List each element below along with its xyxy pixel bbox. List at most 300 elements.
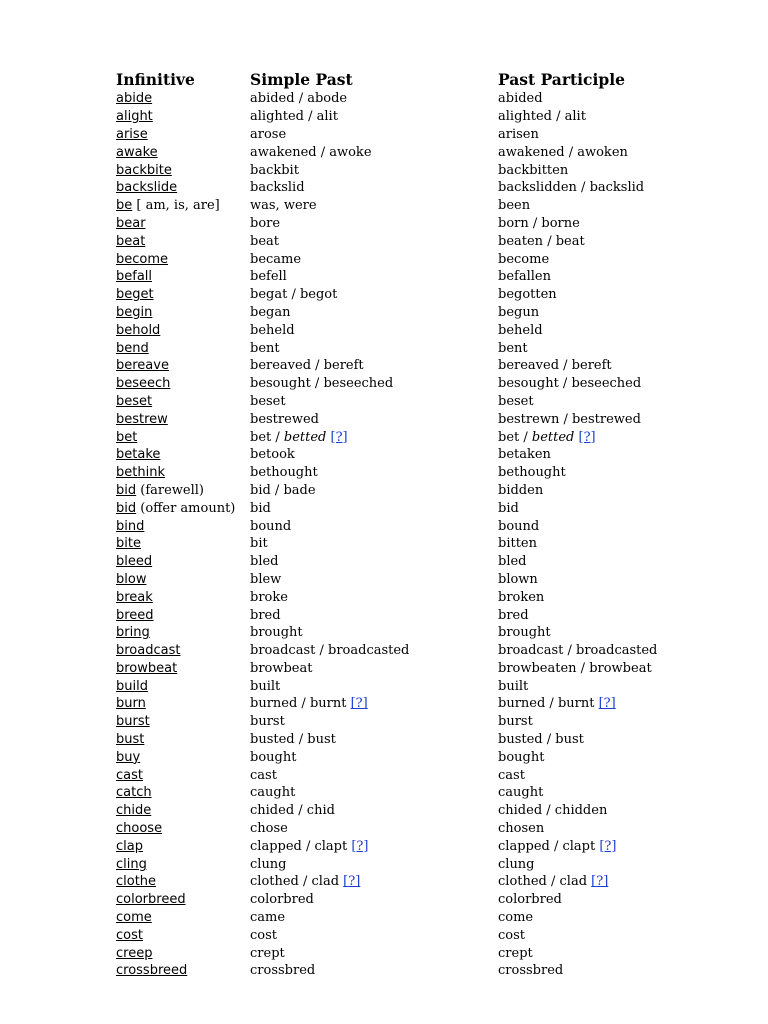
simple-past-cell-text: crept xyxy=(250,945,285,961)
simple-past-cell xyxy=(250,750,498,765)
infinitive-cell xyxy=(116,554,250,569)
past-participle-cell-text: broadcast / broadcasted xyxy=(498,643,658,659)
past-participle-cell-text: bereaved / bereft xyxy=(498,358,612,374)
past-participle-cell xyxy=(498,554,698,569)
table-row xyxy=(116,197,716,215)
past-participle-cell-text: abided xyxy=(498,91,543,107)
past-participle-cell-text: busted / bust xyxy=(498,732,584,748)
past-participle-cell xyxy=(498,803,698,818)
infinitive-cell xyxy=(116,732,250,747)
simple-past-cell xyxy=(250,661,498,676)
simple-past-cell-text: caught xyxy=(250,785,296,801)
simple-past-cell xyxy=(250,785,498,800)
table-row xyxy=(116,428,716,446)
simple-past-cell-text: bid / bade xyxy=(250,482,316,498)
simple-past-cell-text: bit xyxy=(250,536,268,552)
reference-link[interactable]: [?] xyxy=(351,838,369,854)
past-participle-cell xyxy=(498,430,698,445)
verb-link[interactable]: be xyxy=(116,198,133,214)
verb-link[interactable]: burn xyxy=(116,696,146,712)
past-participle-cell-text: arisen xyxy=(498,126,539,142)
simple-past-cell xyxy=(250,946,498,961)
simple-past-cell-text: began xyxy=(250,304,291,320)
past-participle-cell xyxy=(498,323,698,338)
simple-past-cell-text: begat / begot xyxy=(250,287,338,303)
past-participle-cell-text: bought xyxy=(498,749,545,765)
simple-past-cell xyxy=(250,857,498,872)
table-row xyxy=(116,393,716,411)
infinitive-cell xyxy=(116,803,250,818)
infinitive-cell xyxy=(116,252,250,267)
infinitive-cell xyxy=(116,519,250,534)
past-participle-cell-text: burned / burnt xyxy=(498,696,599,712)
infinitive-cell xyxy=(116,839,250,854)
past-participle-cell xyxy=(498,536,698,551)
simple-past-cell xyxy=(250,145,498,160)
table-row xyxy=(116,642,716,660)
table-row xyxy=(116,535,716,553)
simple-past-cell-text: clothed / clad xyxy=(250,874,344,890)
verb-link[interactable]: bethink xyxy=(116,465,165,481)
reference-link[interactable]: [?] xyxy=(343,874,361,890)
simple-past-cell-text: broadcast / broadcasted xyxy=(250,643,410,659)
verb-link[interactable]: burst xyxy=(116,714,150,730)
infinitive-cell xyxy=(116,714,250,729)
table-row xyxy=(116,624,716,642)
simple-past-cell-text: beset xyxy=(250,393,286,409)
simple-past-cell-text: came xyxy=(250,910,286,926)
table-row xyxy=(116,713,716,731)
verb-link[interactable]: bend xyxy=(116,340,149,356)
past-participle-cell-text: bred xyxy=(498,607,529,623)
infinitive-cell xyxy=(116,768,250,783)
past-participle-cell xyxy=(498,785,698,800)
simple-past-cell xyxy=(250,287,498,302)
table-row xyxy=(116,660,716,678)
verb-link[interactable]: beset xyxy=(116,393,153,409)
simple-past-cell xyxy=(250,234,498,249)
infinitive-cell xyxy=(116,625,250,640)
verb-link[interactable]: beseech xyxy=(116,376,171,392)
past-participle-cell xyxy=(498,412,698,427)
simple-past-cell xyxy=(250,465,498,480)
simple-past-cell-text: broke xyxy=(250,589,288,605)
infinitive-cell xyxy=(116,892,250,907)
simple-past-cell-text: chose xyxy=(250,821,288,837)
simple-past-cell xyxy=(250,430,498,445)
simple-past-cell-text: clung xyxy=(250,856,287,872)
infinitive-cell xyxy=(116,216,250,231)
simple-past-cell-text: crossbred xyxy=(250,963,316,979)
simple-past-cell-text: beheld xyxy=(250,322,295,338)
infinitive-cell xyxy=(116,376,250,391)
past-participle-cell xyxy=(498,91,698,106)
past-participle-cell xyxy=(498,750,698,765)
table-row xyxy=(116,802,716,820)
simple-past-cell-text: bent xyxy=(250,340,280,356)
verb-link[interactable]: bereave xyxy=(116,358,169,374)
simple-past-cell-text: bethought xyxy=(250,465,318,481)
simple-past-cell xyxy=(250,180,498,195)
past-participle-cell xyxy=(498,180,698,195)
past-participle-cell-text: bitten xyxy=(498,536,537,552)
past-participle-cell xyxy=(498,892,698,907)
table-row xyxy=(116,339,716,357)
verb-link[interactable]: beget xyxy=(116,287,154,303)
simple-past-cell xyxy=(250,554,498,569)
past-participle-cell-text: burst xyxy=(498,714,533,730)
simple-past-cell-text: built xyxy=(250,678,281,694)
past-participle-cell xyxy=(498,447,698,462)
past-participle-cell xyxy=(498,269,698,284)
table-row xyxy=(116,606,716,624)
simple-past-cell xyxy=(250,198,498,213)
past-participle-cell xyxy=(498,821,698,836)
simple-past-cell xyxy=(250,572,498,587)
past-participle-cell xyxy=(498,963,698,978)
simple-past-cell-text: bid xyxy=(250,500,271,516)
infinitive-cell xyxy=(116,821,250,836)
simple-past-cell-text: busted / bust xyxy=(250,732,336,748)
simple-past-cell-text: backbit xyxy=(250,162,299,178)
past-participle-cell-text: alighted / alit xyxy=(498,109,586,125)
past-participle-cell-alt: betted xyxy=(531,429,575,445)
past-participle-cell-text: bound xyxy=(498,518,540,534)
reference-link[interactable]: [?] xyxy=(599,838,617,854)
table-row xyxy=(116,268,716,286)
simple-past-cell xyxy=(250,696,498,711)
past-participle-cell xyxy=(498,874,698,889)
simple-past-cell-text: bled xyxy=(250,554,279,570)
past-participle-cell-text: broken xyxy=(498,589,545,605)
verb-link[interactable]: behold xyxy=(116,322,161,338)
infinitive-cell xyxy=(116,430,250,445)
verb-link[interactable]: cling xyxy=(116,856,147,872)
table-row xyxy=(116,143,716,161)
table-row xyxy=(116,784,716,802)
verb-link[interactable]: browbeat xyxy=(116,660,178,676)
infinitive-cell xyxy=(116,412,250,427)
past-participle-cell-text: clapped / clapt xyxy=(498,838,600,854)
table-row xyxy=(116,517,716,535)
verb-link[interactable]: catch xyxy=(116,785,152,801)
verb-link[interactable]: bid xyxy=(116,482,137,498)
infinitive-cell xyxy=(116,608,250,623)
simple-past-cell-text: bred xyxy=(250,607,281,623)
infinitive-cell xyxy=(116,269,250,284)
verb-link[interactable]: cast xyxy=(116,767,143,783)
past-participle-cell-text: become xyxy=(498,251,550,267)
table-row xyxy=(116,90,716,108)
infinitive-cell xyxy=(116,109,250,124)
table-row xyxy=(116,891,716,909)
verb-link[interactable]: bestrew xyxy=(116,411,168,427)
simple-past-cell xyxy=(250,216,498,231)
infinitive-cell xyxy=(116,91,250,106)
past-participle-cell-text: befallen xyxy=(498,269,551,285)
verb-rows xyxy=(116,90,716,980)
table-row xyxy=(116,909,716,927)
simple-past-cell xyxy=(250,821,498,836)
table-row xyxy=(116,215,716,233)
past-participle-cell-text: clothed / clad xyxy=(498,874,592,890)
infinitive-cell xyxy=(116,857,250,872)
past-participle-cell-text: beaten / beat xyxy=(498,233,585,249)
verb-link[interactable]: abide xyxy=(116,91,153,107)
past-participle-cell xyxy=(498,661,698,676)
simple-past-cell xyxy=(250,625,498,640)
verb-link[interactable]: buy xyxy=(116,749,141,765)
simple-past-cell xyxy=(250,341,498,356)
simple-past-cell xyxy=(250,252,498,267)
verb-link[interactable]: creep xyxy=(116,945,153,961)
verb-link[interactable]: breed xyxy=(116,607,154,623)
past-participle-cell-text: brought xyxy=(498,625,551,641)
past-participle-cell-text: beset xyxy=(498,393,534,409)
reference-link[interactable]: [?] xyxy=(578,429,596,445)
reference-link[interactable]: [?] xyxy=(350,696,368,712)
past-participle-cell-text: awakened / awoken xyxy=(498,144,628,160)
simple-past-cell xyxy=(250,679,498,694)
infinitive-cell xyxy=(116,287,250,302)
verb-link[interactable]: broadcast xyxy=(116,643,181,659)
past-participle-cell-text: come xyxy=(498,910,534,926)
infinitive-cell xyxy=(116,127,250,142)
verb-link[interactable]: crossbreed xyxy=(116,963,188,979)
simple-past-cell-text: brought xyxy=(250,625,303,641)
verb-link[interactable]: backslide xyxy=(116,180,178,196)
infinitive-cell xyxy=(116,234,250,249)
simple-past-cell-text: bought xyxy=(250,749,297,765)
simple-past-cell-text: bet / xyxy=(250,429,284,445)
simple-past-cell xyxy=(250,305,498,320)
past-participle-cell xyxy=(498,376,698,391)
table-row xyxy=(116,766,716,784)
verb-link[interactable]: arise xyxy=(116,126,148,142)
verb-link[interactable]: blow xyxy=(116,571,147,587)
table-row xyxy=(116,695,716,713)
header-row xyxy=(116,70,716,90)
verb-link[interactable]: bleed xyxy=(116,554,153,570)
table-row xyxy=(116,286,716,304)
infinitive-cell xyxy=(116,963,250,978)
simple-past-cell xyxy=(250,714,498,729)
verb-link[interactable]: come xyxy=(116,910,152,926)
infinitive-cell xyxy=(116,447,250,462)
simple-past-cell xyxy=(250,732,498,747)
past-participle-cell xyxy=(498,465,698,480)
verb-link[interactable]: break xyxy=(116,589,153,605)
past-participle-cell xyxy=(498,839,698,854)
verb-link[interactable]: befall xyxy=(116,269,153,285)
infinitive-cell xyxy=(116,341,250,356)
table-row xyxy=(116,357,716,375)
infinitive-cell xyxy=(116,661,250,676)
simple-past-cell xyxy=(250,608,498,623)
past-participle-cell xyxy=(498,234,698,249)
table-row xyxy=(116,464,716,482)
verb-link[interactable]: colorbreed xyxy=(116,892,186,908)
table-row xyxy=(116,250,716,268)
past-participle-cell xyxy=(498,109,698,124)
verb-link[interactable]: clap xyxy=(116,838,143,854)
verb-link[interactable]: alight xyxy=(116,109,153,125)
reference-link[interactable]: [?] xyxy=(591,874,609,890)
table-row xyxy=(116,499,716,517)
simple-past-cell xyxy=(250,447,498,462)
simple-past-cell-text: was, were xyxy=(250,198,317,214)
simple-past-cell-text: cost xyxy=(250,927,278,943)
table-row xyxy=(116,126,716,144)
past-participle-cell-text: cast xyxy=(498,767,525,783)
verb-link[interactable]: beat xyxy=(116,233,146,249)
table-row xyxy=(116,482,716,500)
table-row xyxy=(116,321,716,339)
simple-past-cell-alt: betted xyxy=(283,429,327,445)
past-participle-cell-text: bidden xyxy=(498,482,544,498)
verb-link[interactable]: awake xyxy=(116,144,158,160)
past-participle-cell xyxy=(498,305,698,320)
past-participle-cell-text: bid xyxy=(498,500,519,516)
past-participle-cell-text: bet / xyxy=(498,429,532,445)
past-participle-cell xyxy=(498,358,698,373)
table-row xyxy=(116,855,716,873)
infinitive-cell xyxy=(116,643,250,658)
table-row xyxy=(116,837,716,855)
verb-link[interactable]: cost xyxy=(116,927,143,943)
past-participle-cell-text: bethought xyxy=(498,465,566,481)
simple-past-cell xyxy=(250,501,498,516)
past-participle-cell-text: crossbred xyxy=(498,963,564,979)
simple-past-cell-text: burst xyxy=(250,714,285,730)
verb-link[interactable]: betake xyxy=(116,447,161,463)
table-row xyxy=(116,944,716,962)
past-participle-cell-text: caught xyxy=(498,785,544,801)
simple-past-cell-text: besought / beseeched xyxy=(250,376,394,392)
simple-past-cell xyxy=(250,91,498,106)
verb-link[interactable]: bid xyxy=(116,500,137,516)
verb-note: (farewell) xyxy=(136,482,205,498)
reference-link[interactable]: [?] xyxy=(598,696,616,712)
simple-past-cell xyxy=(250,910,498,925)
simple-past-cell-text: blew xyxy=(250,571,282,587)
infinitive-cell xyxy=(116,679,250,694)
past-participle-cell xyxy=(498,732,698,747)
past-participle-cell xyxy=(498,590,698,605)
past-participle-cell xyxy=(498,572,698,587)
verb-link[interactable]: bind xyxy=(116,518,145,534)
simple-past-cell xyxy=(250,643,498,658)
infinitive-cell xyxy=(116,465,250,480)
simple-past-cell xyxy=(250,590,498,605)
past-participle-cell-text: beheld xyxy=(498,322,543,338)
past-participle-cell-text: backslidden / backslid xyxy=(498,180,645,196)
infinitive-cell xyxy=(116,572,250,587)
verb-table xyxy=(116,70,716,980)
infinitive-cell xyxy=(116,785,250,800)
verb-link[interactable]: backbite xyxy=(116,162,172,178)
infinitive-cell xyxy=(116,358,250,373)
past-participle-cell xyxy=(498,145,698,160)
table-row xyxy=(116,108,716,126)
table-row xyxy=(116,926,716,944)
past-participle-cell xyxy=(498,679,698,694)
table-row xyxy=(116,161,716,179)
simple-past-cell xyxy=(250,768,498,783)
verb-link[interactable]: clothe xyxy=(116,874,157,890)
table-row xyxy=(116,375,716,393)
past-participle-cell xyxy=(498,519,698,534)
simple-past-cell-text: befell xyxy=(250,269,287,285)
past-participle-cell xyxy=(498,483,698,498)
past-participle-cell xyxy=(498,857,698,872)
verb-link[interactable]: bring xyxy=(116,625,150,641)
past-participle-cell xyxy=(498,714,698,729)
infinitive-cell xyxy=(116,590,250,605)
infinitive-cell xyxy=(116,696,250,711)
verb-link[interactable]: bust xyxy=(116,732,145,748)
simple-past-cell-text: bound xyxy=(250,518,292,534)
past-participle-cell xyxy=(498,625,698,640)
past-participle-cell xyxy=(498,252,698,267)
verb-link[interactable]: choose xyxy=(116,821,163,837)
past-participle-cell-text: betaken xyxy=(498,447,551,463)
past-participle-cell-text: besought / beseeched xyxy=(498,376,642,392)
table-row xyxy=(116,446,716,464)
verb-link[interactable]: bet xyxy=(116,429,138,445)
past-participle-cell xyxy=(498,163,698,178)
reference-link[interactable]: [?] xyxy=(330,429,348,445)
table-row xyxy=(116,553,716,571)
simple-past-cell xyxy=(250,376,498,391)
past-participle-cell xyxy=(498,394,698,409)
past-participle-cell-text: chosen xyxy=(498,821,545,837)
table-row xyxy=(116,179,716,197)
simple-past-cell-text: arose xyxy=(250,126,287,142)
infinitive-cell xyxy=(116,198,250,213)
verb-link[interactable]: bear xyxy=(116,215,146,231)
verb-link[interactable]: bite xyxy=(116,536,141,552)
infinitive-cell xyxy=(116,501,250,516)
past-participle-cell xyxy=(498,501,698,516)
verb-link[interactable]: chide xyxy=(116,803,152,819)
table-row xyxy=(116,677,716,695)
past-participle-cell-text: been xyxy=(498,198,531,214)
past-participle-cell xyxy=(498,216,698,231)
simple-past-cell-text: alighted / alit xyxy=(250,109,338,125)
verb-link[interactable]: begin xyxy=(116,304,153,320)
verb-note: [ am, is, are] xyxy=(132,198,220,214)
simple-past-cell xyxy=(250,163,498,178)
table-row xyxy=(116,410,716,428)
simple-past-cell-text: burned / burnt xyxy=(250,696,351,712)
infinitive-cell xyxy=(116,180,250,195)
table-row xyxy=(116,571,716,589)
simple-past-cell-text: bestrewed xyxy=(250,411,319,427)
verb-note: (offer amount) xyxy=(136,500,236,516)
verb-link[interactable]: become xyxy=(116,251,169,267)
simple-past-cell xyxy=(250,874,498,889)
simple-past-cell-text: cast xyxy=(250,767,277,783)
verb-link[interactable]: build xyxy=(116,678,148,694)
infinitive-cell xyxy=(116,536,250,551)
past-participle-cell-text: blown xyxy=(498,571,538,587)
infinitive-cell xyxy=(116,483,250,498)
past-participle-cell-text: browbeaten / browbeat xyxy=(498,660,652,676)
simple-past-cell xyxy=(250,519,498,534)
simple-past-cell-text: colorbred xyxy=(250,892,314,908)
simple-past-cell xyxy=(250,109,498,124)
